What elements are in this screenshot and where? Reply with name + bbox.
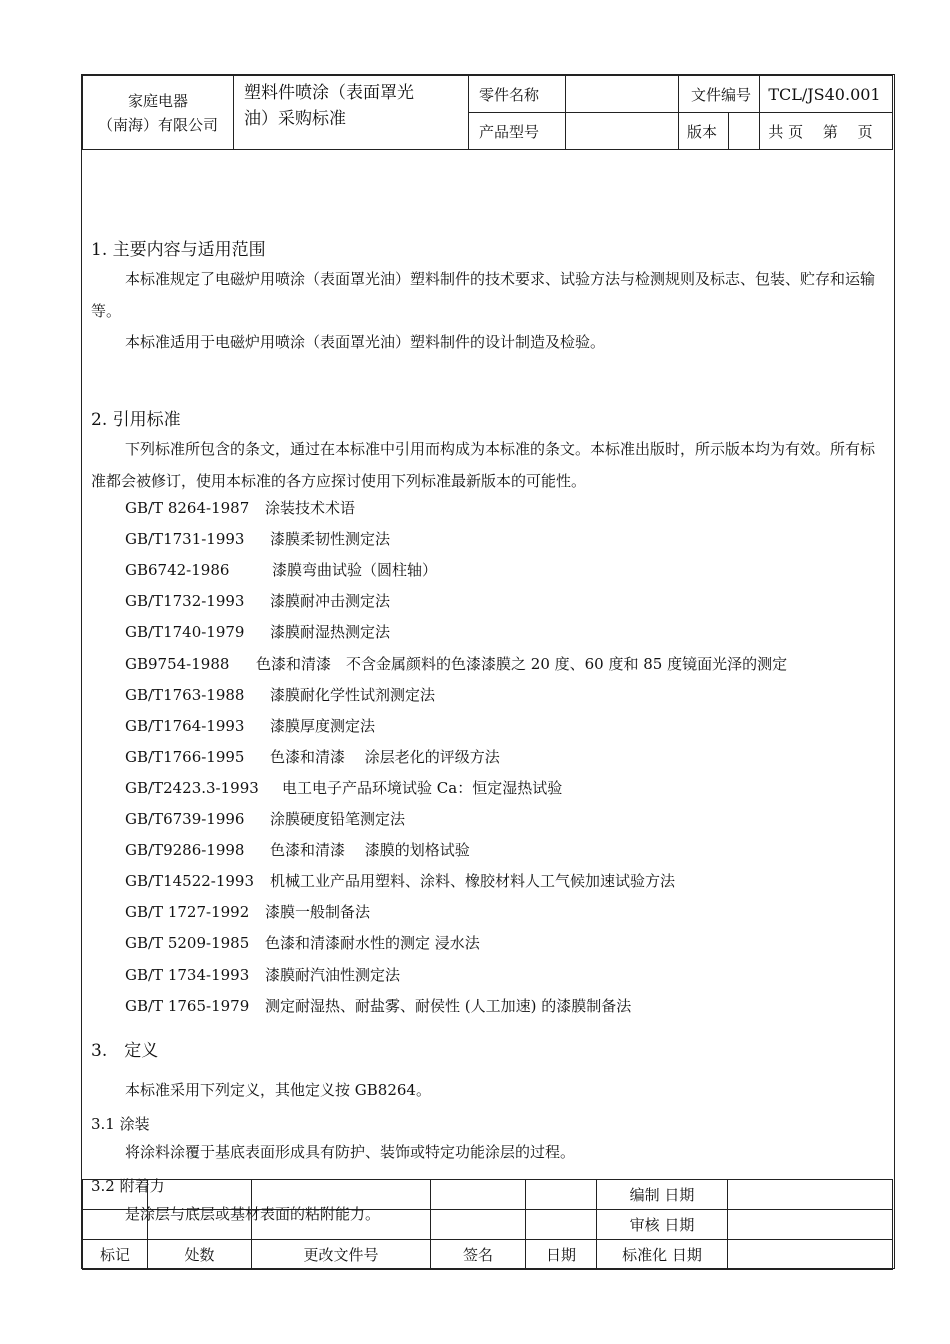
reference-title: 色漆和清漆耐水性的测定 浸水法 — [265, 934, 480, 953]
reference-code: GB/T1766-1995 — [125, 747, 245, 766]
doc-no-label: 文件编号 — [679, 76, 760, 113]
section3-paragraph: 本标准采用下列定义，其他定义按 GB8264。 — [125, 1081, 431, 1099]
section1-heading: 1. 主要内容与适用范围 — [91, 240, 266, 260]
reference-title: 机械工业产品用塑料、涂料、橡胶材料人工气候加速试验方法 — [270, 872, 676, 891]
company-line2: （南海）有限公司 — [97, 115, 218, 134]
reference-item — [125, 559, 437, 580]
reference-item — [125, 590, 390, 611]
rev-cell — [83, 1210, 148, 1240]
section2-paragraph: 下列标准所包含的条文，通过在本标准中引用而构成为本标准的条文。本标准出版时，所示版本均为有效。所有标准都会被修订，使用本标准的各方应探讨使用下列标准最新版本的可能性。 — [91, 440, 876, 490]
reference-code: GB/T1740-1979 — [125, 623, 245, 642]
reference-item — [125, 839, 470, 860]
reference-item — [125, 528, 390, 549]
reference-title: 色漆和清漆 涂层老化的评级方法 — [270, 747, 500, 766]
reference-title: 漆膜耐化学性试剂测定法 — [270, 685, 436, 704]
reference-item — [125, 995, 631, 1016]
reference-code: GB/T14522-1993 — [125, 872, 255, 891]
model-label: 产品型号 — [469, 113, 566, 150]
rev-cell — [526, 1210, 597, 1240]
reference-code: GB/T9286-1998 — [125, 841, 245, 860]
col-date: 日期 — [526, 1240, 597, 1270]
section3-2-heading: 3.2 附着力 — [91, 1177, 165, 1195]
company-line1: 家庭电器 — [127, 91, 188, 110]
reference-title: 漆膜一般制备法 — [265, 903, 371, 922]
reference-item — [125, 777, 562, 798]
reference-item — [125, 621, 390, 642]
rev-cell — [526, 1180, 597, 1210]
edit-date-value — [728, 1180, 893, 1210]
version-value — [729, 113, 760, 150]
rev-cell — [148, 1210, 252, 1240]
rev-cell — [431, 1210, 526, 1240]
reference-code: GB/T 8264-1987 — [125, 499, 250, 517]
part-name-value — [566, 76, 679, 113]
rev-cell — [148, 1180, 252, 1210]
reference-code: GB6742-1986 — [125, 561, 230, 580]
section1-paragraph1: 本标准规定了电磁炉用喷涂（表面罩光油）塑料制件的技术要求、试验方法与检测规则及标志、包装、贮存和运输等。 — [91, 270, 876, 320]
reference-item — [125, 964, 400, 985]
col-change-doc: 更改文件号 — [252, 1240, 431, 1270]
std-date-value — [728, 1240, 893, 1270]
rev-cell — [83, 1180, 148, 1210]
reference-title: 漆膜厚度测定法 — [270, 716, 376, 735]
reference-code: GB/T2423.3-1993 — [125, 778, 259, 797]
reference-code: GB/T 1734-1993 — [125, 965, 250, 984]
reference-code: GB/T6739-1996 — [125, 810, 245, 828]
reference-title: 漆膜耐湿热测定法 — [270, 623, 391, 642]
col-mark: 标记 — [83, 1240, 148, 1270]
rev-cell — [252, 1180, 431, 1210]
reference-title: 漆膜弯曲试验（圆柱轴） — [272, 561, 438, 580]
reference-item — [125, 715, 375, 736]
reference-item — [125, 653, 787, 674]
reference-code: GB/T 5209-1985 — [125, 934, 250, 953]
reference-item — [125, 901, 370, 922]
reference-title: 漆膜耐汽油性测定法 — [265, 965, 401, 984]
reference-code: GB/T1731-1993 — [125, 530, 245, 549]
reference-title: 涂装技术术语 — [265, 499, 356, 517]
reference-title: 色漆和清漆 漆膜的划格试验 — [270, 841, 470, 860]
review-date-value — [728, 1210, 893, 1240]
reference-item — [125, 870, 675, 891]
reference-item — [125, 746, 500, 767]
company-cell — [83, 76, 234, 150]
reference-item — [125, 497, 355, 518]
reference-code: GB/T1763-1988 — [125, 685, 245, 704]
revision-table — [82, 1179, 893, 1270]
part-name-label: 零件名称 — [469, 76, 566, 113]
rev-cell — [431, 1180, 526, 1210]
header-table — [82, 75, 893, 150]
section3-2-paragraph: 是涂层与底层或基材表面的粘附能力。 — [125, 1205, 381, 1223]
document-frame — [81, 74, 895, 1269]
section3-1-heading: 3.1 涂装 — [91, 1115, 150, 1133]
reference-title: 测定耐湿热、耐盐雾、耐侯性 (人工加速) 的漆膜制备法 — [265, 996, 632, 1015]
reference-title: 电工电子产品环境试验 Ca：恒定湿热试验 — [282, 778, 563, 797]
reference-title: 漆膜耐冲击测定法 — [270, 592, 391, 611]
section3-heading: 3. 定义 — [91, 1041, 159, 1061]
reference-title: 漆膜柔韧性测定法 — [270, 530, 391, 549]
rev-cell — [252, 1210, 431, 1240]
reference-code: GB/T1732-1993 — [125, 592, 245, 611]
std-date-label: 标准化 日期 — [597, 1240, 728, 1270]
pages-label: 共 页 第 页 — [760, 113, 893, 150]
model-value — [566, 113, 679, 150]
review-date-label: 审核 日期 — [597, 1210, 728, 1240]
doc-title-line1: 塑料件喷涂（表面罩光 — [244, 83, 414, 103]
reference-code: GB/T 1727-1992 — [125, 903, 250, 922]
reference-code: GB9754-1988 — [125, 654, 230, 673]
reference-item — [125, 808, 405, 829]
reference-code: GB/T1764-1993 — [125, 716, 245, 735]
reference-item — [125, 684, 435, 705]
doc-title-cell — [234, 76, 469, 150]
col-sign: 签名 — [431, 1240, 526, 1270]
reference-item — [125, 932, 480, 953]
edit-date-label: 编制 日期 — [597, 1180, 728, 1210]
reference-title: 色漆和清漆 不含金属颜料的色漆漆膜之 20 度、60 度和 85 度镜面光泽的测定 — [256, 654, 788, 673]
reference-title: 涂膜硬度铅笔测定法 — [270, 810, 406, 828]
section2-heading: 2. 引用标准 — [91, 410, 181, 430]
section1-paragraph2: 本标准适用于电磁炉用喷涂（表面罩光油）塑料制件的设计制造及检验。 — [125, 333, 606, 351]
col-count: 处数 — [148, 1240, 252, 1270]
version-label: 版本 — [679, 113, 729, 150]
reference-code: GB/T 1765-1979 — [125, 996, 250, 1015]
doc-title-line2: 油）采购标准 — [244, 109, 346, 129]
doc-no-value: TCL/JS40.001 — [760, 76, 893, 113]
section3-1-paragraph: 将涂料涂覆于基底表面形成具有防护、装饰或特定功能涂层的过程。 — [125, 1143, 576, 1161]
